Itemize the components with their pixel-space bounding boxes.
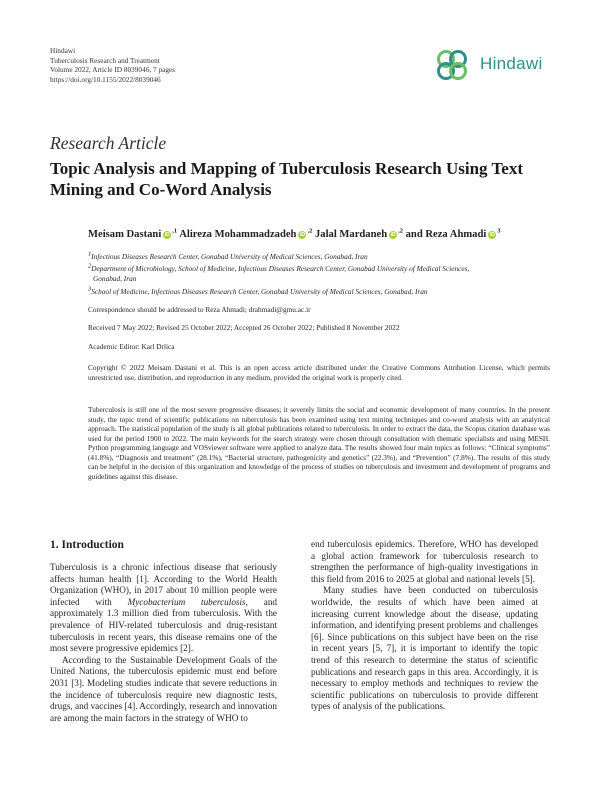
copyright-notice: Copyright © 2022 Meisam Dastani et al. This is an open access article distributed under the Creative Commons Attribution License, which permits unrestricted use, distribution, and reproduction in any medium, provided the original work is properly cited. bbox=[88, 363, 550, 382]
article-dates: Received 7 May 2022; Revised 25 October 2022; Accepted 26 October 2022; Published 8 November 2022 bbox=[88, 323, 400, 332]
intro-paragraph-4: Many studies have been conducted on tuberculosis worldwide, the results of which have been aimed at increasing current knowledge about the disease, updating information, and identifying present problems and challenges [6]. Since publications on this subject have been on the rise in recent years [5, 7], it is important to identify the topic trend of this research to determine the status of scientific publications and research gaps in this area. Accordingly, it is necessary to employ methods and techniques to review the scientific publications on tuberculosis to provide different types of analysis of the publications. bbox=[311, 585, 538, 712]
author-affiliation-ref: ,2 bbox=[307, 227, 313, 235]
author-name[interactable]: Jalal Mardaneh bbox=[314, 229, 388, 240]
article-type: Research Article bbox=[50, 133, 167, 153]
author-name[interactable]: Alireza Mohammadzadeh bbox=[179, 229, 297, 240]
author-name[interactable]: Reza Ahmadi bbox=[425, 229, 487, 240]
doi-link[interactable]: https://doi.org/10.1155/2022/8039046 bbox=[50, 74, 161, 84]
author-affiliation-ref: ,1 bbox=[172, 227, 178, 235]
author-affiliation-ref: 3 bbox=[497, 227, 501, 235]
abstract: Tuberculosis is still one of the most severe progressive diseases; it severely limits the social and economic development of many countries. In the present study, the topic trend of scientific publications on tuberculosis has been examined using text mining techniques and co-word analysis with an analytical approach. The statistical population of the study is all global publications related to tuberculosis. In order to extract the data, the Scopus citation database was used for the period 1900 to 2022. The main keywords for the search strategy were chosen through consultation with thematic specialists and using MESH. Python programming language and VOSviewer software were applied to analyze data. The results showed four main topics as follows: “Clinical symptoms” (41.8%), “Diagnosis and treatment” (28.1%), “Bacterial structure, pathogenicity and genetics” (22.3%), and “Prevention” (7.8%). The results of this study can be helpful in the decision of this organization and knowledge of the process of studies on tuberculosis and investment and development of programs and guidelines against this disease. bbox=[88, 405, 550, 481]
intro-paragraph-2: According to the Sustainable Development Goals of the United Nations, the tuberculosis epidemic must end before 2031 [3]. Modeling studies indicate that severe reductions in the incidence of tuberculosis require new diagnostic tests, drugs, and vaccines [4]. Accordingly, research and innovation are among the main factors in the strategy of WHO to bbox=[50, 654, 277, 723]
orcid-icon[interactable]: iD bbox=[489, 231, 495, 238]
affiliation-3: 3School of Medicine, Infectious Diseases Research Center, Gonabad University of Medical Sciences, Gonabad, Iran bbox=[88, 285, 428, 296]
author-list bbox=[88, 229, 501, 240]
left-column bbox=[50, 562, 277, 724]
academic-editor: Academic Editor: Karl Drlica bbox=[88, 342, 175, 351]
journal-meta bbox=[50, 46, 175, 84]
right-column bbox=[311, 539, 538, 713]
journal-volume: Volume 2022, Article ID 8039046, 7 pages bbox=[50, 65, 176, 74]
intro-paragraph-3: end tuberculosis epidemics. Therefore, WHO has developed a global action framework for tuberculosis research to strengthen the performance of high-quality investigations in this field from 2016 to 2025 at global and national levels [5]. bbox=[311, 539, 538, 584]
article-title: Topic Analysis and Mapping of Tuberculosis Research Using Text Mining and Co-Word Analysis bbox=[50, 159, 523, 199]
affiliation-2: 2Department of Microbiology, School of Medicine, Infectious Diseases Research Center, Gonabad University of Medical Sciences, Gonabad, Iran bbox=[88, 262, 470, 283]
orcid-icon[interactable]: iD bbox=[299, 231, 305, 238]
intro-paragraph-1: Tuberculosis is a chronic infectious disease that seriously affects human health [1]. According to the World Health Organization (WHO), in 2017 about 10 million people were infected with Mycobacterium tuberculosis, and approximately 1.3 million died from tuberculosis. With the prevalence of HIV-related tuberculosis and drug-resistant tuberculosis in recent years, this disease remains one of the most severe progressive epidemics [2]. bbox=[50, 562, 278, 654]
author-name[interactable]: Meisam Dastani bbox=[88, 229, 162, 240]
orcid-icon[interactable]: iD bbox=[390, 231, 396, 238]
orcid-icon[interactable]: iD bbox=[164, 231, 170, 238]
correspondence: Correspondence should be addressed to Reza Ahmadi; drahmadi@gmu.ac.ir bbox=[88, 305, 311, 314]
section-heading: 1. Introduction bbox=[50, 539, 124, 551]
author-affiliation-ref: ,2 bbox=[398, 227, 403, 235]
hindawi-logo-text: Hindawi bbox=[480, 54, 543, 73]
affiliation-1: 1Infectious Diseases Research Center, Gonabad University of Medical Sciences, Gonabad, Iran bbox=[88, 250, 368, 261]
and-connector: and bbox=[405, 229, 423, 240]
journal-name: Tuberculosis Research and Treatment bbox=[50, 55, 160, 65]
publisher-name: Hindawi bbox=[50, 46, 76, 55]
